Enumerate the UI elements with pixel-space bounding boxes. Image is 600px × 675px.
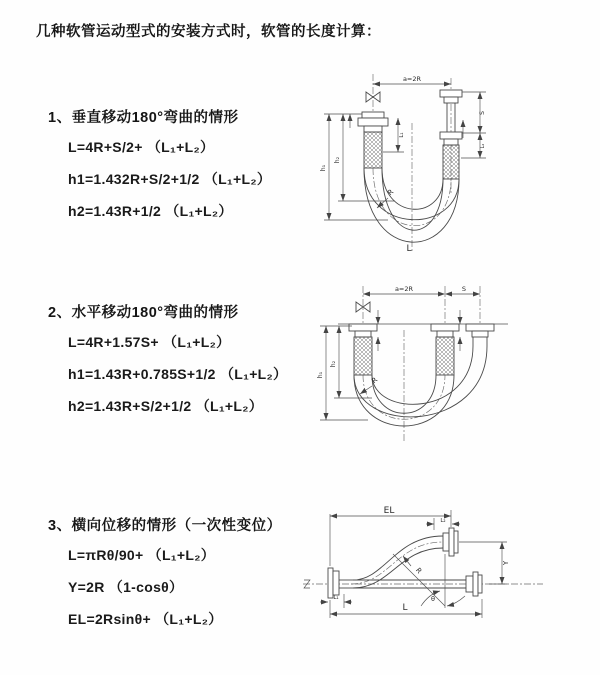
dim-label-l1: L₁ [399,132,405,138]
right-flange-fitting [466,324,494,337]
section-lateral-displacement [48,514,282,635]
section-3-heading: 3、横向位移的情形（一次性变位） [48,518,282,534]
section-vertical-movement [48,106,271,227]
formula-h2: h2=1.43R+1/2 （L₁+L₂） [68,203,233,219]
dim-label-l2: L₂ [440,518,446,524]
formula-l: L=4R+1.57S+ （L₁+L₂） [68,334,231,350]
formula-y: Y=2R （1-cosθ） [68,579,184,595]
formula-h1: h1=1.43R+0.785S+1/2 （L₁+L₂） [68,366,288,382]
left-flange-fitting [349,324,377,337]
label-radius-r: R [370,375,380,386]
diagram-lateral-displacement [293,496,593,654]
label-angle-theta: θ [431,595,435,603]
left-flange-fitting [328,568,339,598]
dim-label-s: S [461,285,467,293]
formula-l: L=πRθ/90+ （L₁+L₂） [68,547,216,563]
dim-label-l2: L₂ [480,143,486,149]
diagram-vertical-u-bend [310,68,590,260]
section-2-heading: 2、水平移动180°弯曲的情形 [48,305,239,321]
dim-label-l1: L₁ [333,595,339,601]
section-1-heading: 1、垂直移动180°弯曲的情形 [48,110,239,126]
dim-label-l: L [402,603,408,613]
left-flange-fitting [358,112,388,132]
section-horizontal-movement [48,301,287,422]
braided-hose-section [354,337,372,375]
middle-flange-fitting [431,324,459,337]
right-flange-fitting-lower [440,132,462,145]
formula-h2: h2=1.43R+S/2+1/2 （L₁+L₂） [68,398,264,414]
right-lower-flange-fitting [466,572,482,596]
label-length-l: L [406,244,412,254]
dim-label-y: Y [502,560,510,566]
braided-hose-section [364,132,382,168]
dim-label-h1: h₁ [317,371,324,379]
right-upper-flange-fitting [443,528,458,556]
page-title: 几种软管运动型式的安装方式时，软管的长度计算： [36,24,381,40]
braided-hose-section [443,145,459,179]
diagram-horizontal-u-bend [310,280,590,458]
label-radius-r: R [413,566,424,576]
right-flange-fitting-top [440,90,462,103]
dim-label-a2r: a=2R [402,75,422,83]
braided-hose-section [436,337,454,375]
dim-label-s: S [479,111,486,115]
dim-label-h2: h₂ [330,360,337,368]
formula-l: L=4R+S/2+ （L₁+L₂） [68,139,215,155]
dim-label-el: EL [383,506,395,516]
label-radius-r: R [386,187,396,198]
dim-label-h1: h₁ [320,164,327,172]
formula-el: EL=2Rsinθ+ （L₁+L₂） [68,611,223,627]
dim-label-h2: h₂ [334,156,341,164]
formula-h1: h1=1.432R+S/2+1/2 （L₁+L₂） [68,171,272,187]
dim-label-a2r: a=2R [394,285,414,293]
